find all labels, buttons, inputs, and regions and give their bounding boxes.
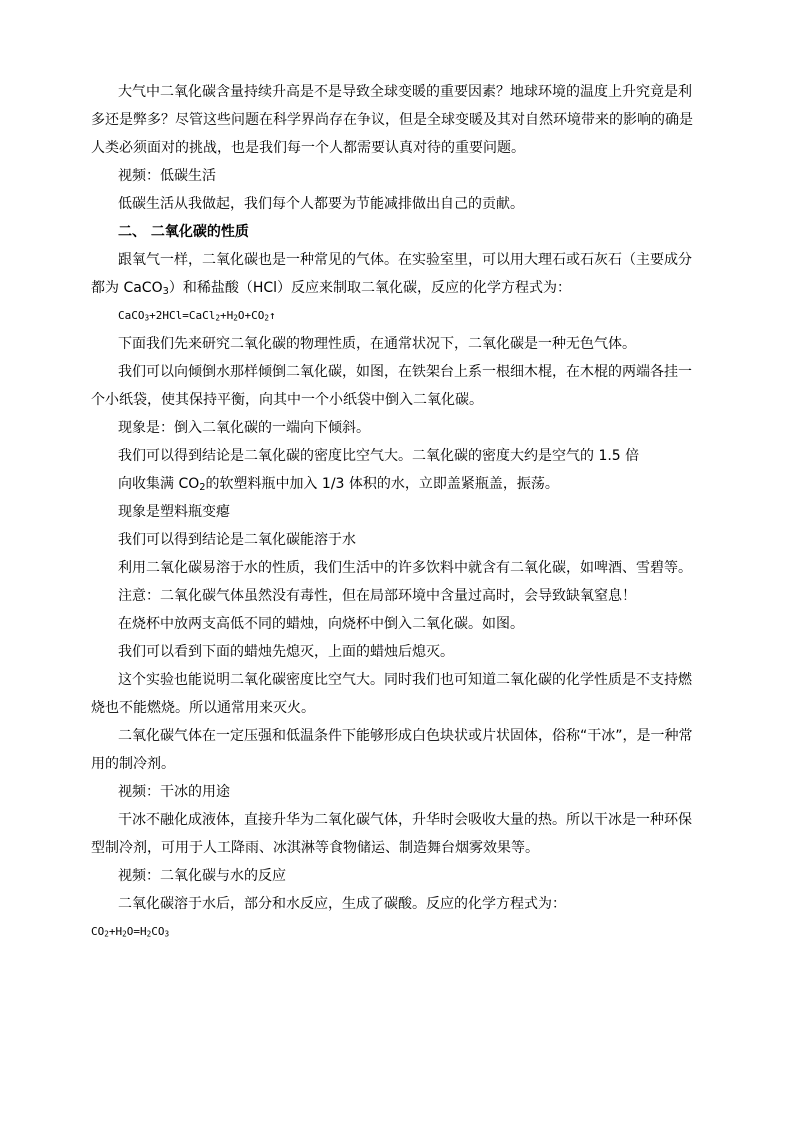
eq-sub: 3: [164, 929, 170, 939]
paragraph-global-warming: 大气中二氧化碳含量持续升高是不是导致全球变暖的重要因素？地球环境的温度上升究竟是利多还是弊多？尽管这些问题在科学界尚存在争议，但是全球变暖及其对自然环境带来的影响的确是人类必须面对的挑战，也是我们每一个人都需要认真对待的重要问题。: [91, 84, 693, 156]
section-heading-co2-properties: 二、 二氧化碳的性质: [118, 224, 249, 240]
subscript: 2: [199, 481, 206, 493]
eq-part: CaCO: [118, 309, 145, 322]
paragraph-candle-experiment: 在烧杯中放两支高低不同的蜡烛，向烧杯中倒入二氧化碳。如图。: [118, 616, 524, 632]
eq-part: +H: [108, 925, 123, 938]
text-segment: 跟氧气一样，二氧化碳也是一种常见的气体。在实验室里，可以用大理石或石灰石（主要成分都为 CaCO: [91, 252, 692, 296]
eq-part: CO: [151, 925, 165, 938]
eq-sub: 2: [215, 313, 221, 323]
eq-sub: 2: [146, 929, 152, 939]
eq-sub: 2: [122, 929, 127, 939]
paragraph-bottle-experiment: [118, 470, 694, 498]
paragraph-warning: 注意：二氧化碳气体虽然没有毒性，但在局部环境中含量过高时，会导致缺氧窒息！: [118, 588, 636, 604]
text-segment: 的软塑料瓶中加入 1/3 体积的水，立即盖紧瓶盖，振荡。: [205, 476, 559, 492]
document-body: [91, 78, 694, 946]
chemical-equation-carbonic-acid: [91, 918, 694, 946]
paragraph-density-conclusion: 我们可以得到结论是二氧化碳的密度比空气大。二氧化碳的密度大约是空气的 1.5 倍: [118, 448, 640, 464]
paragraph-candle-result: 我们可以看到下面的蜡烛先熄灭，上面的蜡烛后熄灭。: [118, 644, 454, 660]
paragraph-fire-extinguishing: 这个实验也能说明二氧化碳密度比空气大。同时我们也可知道二氧化碳的化学性质是不支持燃烧也不能燃烧。所以通常用来灭火。: [91, 672, 692, 716]
paragraph-physical-properties: 下面我们先来研究二氧化碳的物理性质，在通常状况下，二氧化碳是一种无色气体。: [118, 336, 636, 352]
eq-part: O=H: [126, 925, 147, 938]
eq-part: ↑: [269, 309, 276, 322]
paragraph-low-carbon-life: 低碳生活从我做起，我们每个人都要为节能减排做出自己的贡献。: [118, 196, 524, 212]
paragraph-dry-ice: 二氧化碳气体在一定压强和低温条件下能够形成白色块状或片状固体，俗称“干冰”，是一种常用的制冷剂。: [91, 728, 693, 772]
paragraph-carbonic-acid: 二氧化碳溶于水后，部分和水反应，生成了碳酸。反应的化学方程式为：: [118, 896, 566, 912]
eq-sub: 2: [264, 313, 270, 323]
paragraph-phenomenon-tilt: 现象是：倒入二氧化碳的一端向下倾斜。: [118, 420, 370, 436]
eq-part: O+CO: [237, 309, 265, 322]
paragraph-video-co2-water: 视频：二氧化碳与水的反应: [118, 868, 286, 884]
text-segment: ）和稀盐酸（HCl）反应来制取二氧化碳，反应的化学方程式为：: [168, 280, 572, 296]
paragraph-video-dry-ice: 视频：干冰的用途: [118, 784, 230, 800]
paragraph-dry-ice-uses: 干冰不融化成液体，直接升华为二氧化碳气体，升华时会吸收大量的热。所以干冰是一种环保型制冷剂，可用于人工降雨、冰淇淋等食物储运、制造舞台烟雾效果等。: [91, 812, 692, 856]
eq-part: +2HCl=CaCl: [149, 309, 216, 322]
eq-sub: 2: [104, 929, 109, 939]
eq-part: CO: [91, 925, 105, 938]
subscript: 3: [162, 285, 169, 297]
paragraph-video-low-carbon: 视频：低碳生活: [118, 168, 216, 184]
paragraph-lab-preparation: [91, 246, 694, 302]
paragraph-phenomenon-bottle: 现象是塑料瓶变瘪: [118, 504, 230, 520]
chemical-equation-caco3-hcl: [118, 302, 694, 330]
paragraph-solubility-conclusion: 我们可以得到结论是二氧化碳能溶于水: [118, 532, 356, 548]
eq-sub: 2: [233, 313, 238, 323]
eq-sub: 3: [144, 313, 150, 323]
eq-part: +H: [220, 309, 234, 322]
paragraph-drinks: 利用二氧化碳易溶于水的性质，我们生活中的许多饮料中就含有二氧化碳，如啤酒、雪碧等。: [118, 560, 692, 576]
text-segment: 向收集满 CO: [118, 476, 200, 492]
paragraph-pouring-experiment: 我们可以向倾倒水那样倾倒二氧化碳，如图，在铁架台上系一根细木棍，在木棍的两端各挂一个小纸袋，使其保持平衡，向其中一个小纸袋中倒入二氧化碳。: [91, 364, 692, 408]
